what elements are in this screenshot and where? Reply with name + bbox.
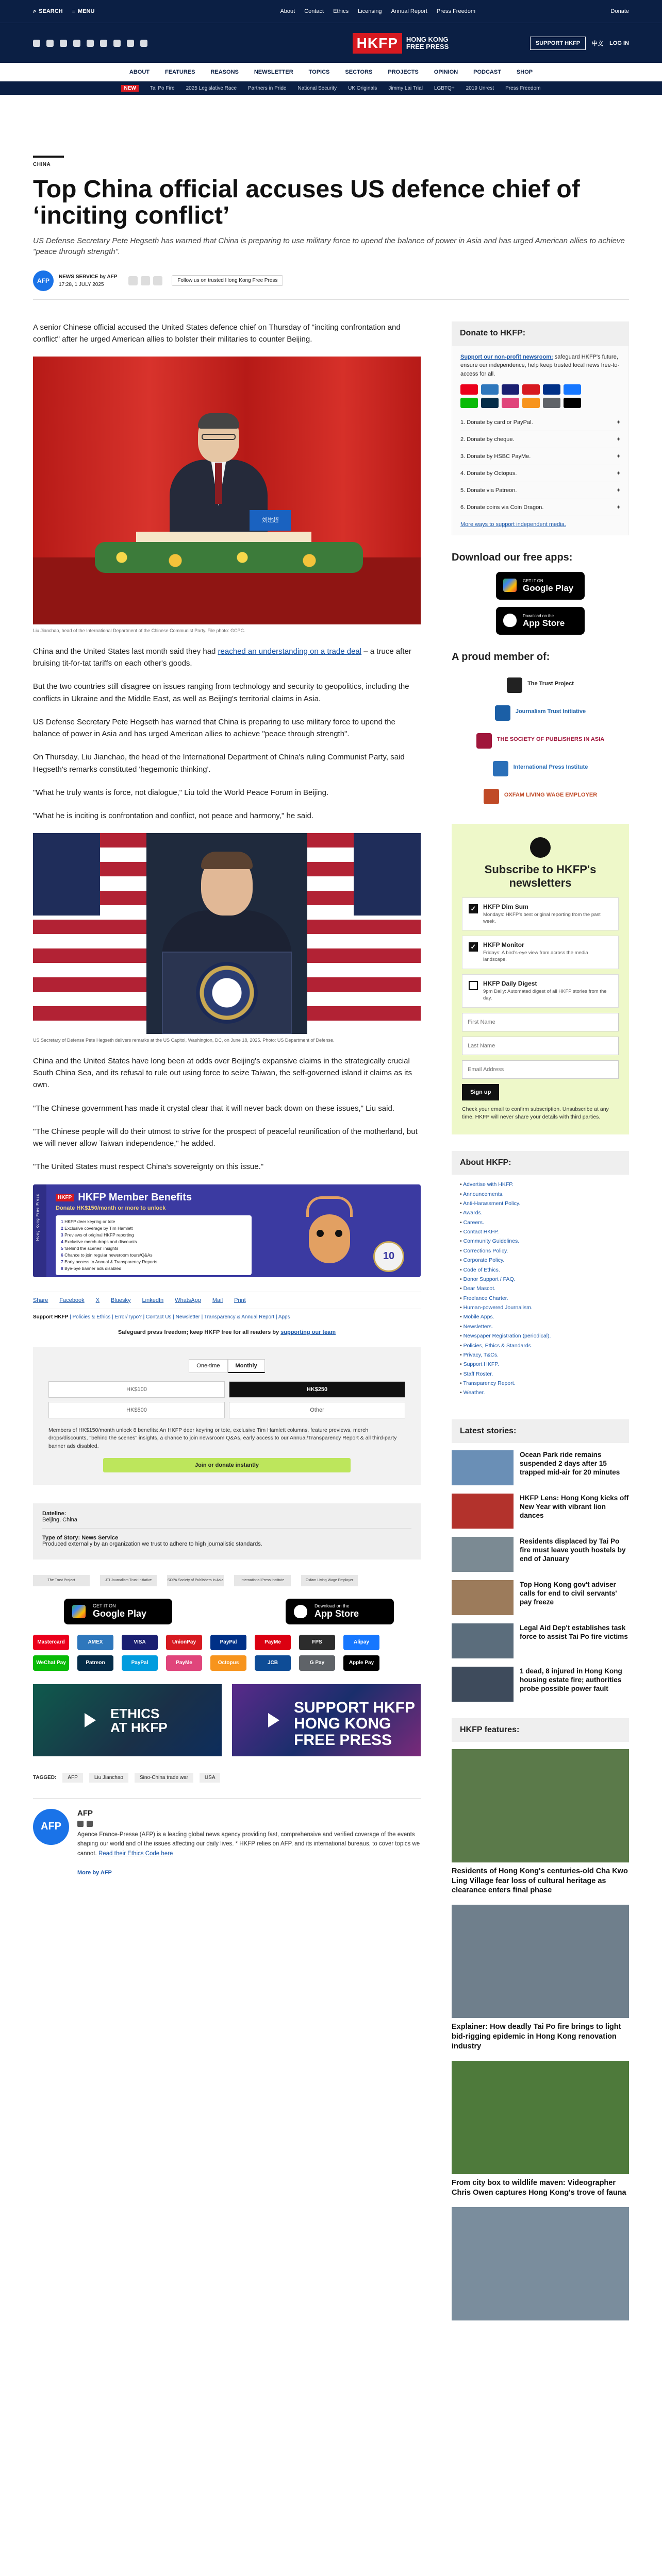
tag-chip[interactable]: USA [200, 1773, 221, 1783]
new-badge: NEW [121, 85, 138, 92]
byline-share [128, 276, 162, 285]
top-link-press-freedom[interactable]: Press Freedom [436, 8, 476, 14]
donate-option[interactable]: 1. Donate by card or PayPal. + [460, 414, 620, 431]
about-link[interactable]: • Transparency Report. [460, 1379, 621, 1388]
story-type-label: Type of Story: News Service [42, 1534, 119, 1541]
about-link[interactable]: • Code of Ethics. [460, 1265, 621, 1275]
anniversary-badge: 10 [373, 1241, 404, 1272]
x-icon[interactable] [87, 1821, 93, 1827]
x-share-icon[interactable] [141, 276, 150, 285]
divider [33, 299, 629, 300]
google-play-button[interactable]: GET IT ON Google Play [496, 572, 585, 600]
support-hkfp-link[interactable]: Support HKFP [33, 1314, 69, 1320]
trust-logo[interactable]: The Trust Project [33, 1575, 90, 1586]
more-ways-link[interactable]: More ways to support independent media. [460, 521, 566, 528]
trending-link[interactable]: Press Freedom [505, 85, 541, 91]
nav-item-reasons[interactable]: REASONS [210, 69, 239, 75]
article-category[interactable]: CHINA [33, 162, 51, 167]
feature-story[interactable] [452, 1905, 629, 2052]
mail-icon[interactable] [113, 40, 121, 47]
ethics-code-link[interactable]: Read their Ethics Code here [98, 1850, 173, 1857]
play-icon [268, 1713, 279, 1727]
trust-logo[interactable]: JTI Journalism Trust Initiative [100, 1575, 157, 1586]
newsletter-title: Subscribe to HKFP's newsletters [484, 863, 597, 889]
about-link[interactable]: • Corrections Policy. [460, 1246, 621, 1256]
author-avatar[interactable]: AFP [33, 1809, 69, 1845]
apple-pay-icon [564, 398, 581, 408]
payme-icon [502, 398, 519, 408]
latest-stories-section [452, 1419, 629, 1702]
photo-caption: US Secretary of Defense Pete Hegseth delivers remarks at the US Capitol, Washington, DC, on June 18, 2025. Photo: US Department of Defense. [33, 1038, 335, 1043]
support-hkfp-button[interactable]: SUPPORT HKFP [530, 37, 586, 50]
last-name-field[interactable] [462, 1037, 619, 1055]
amount-other[interactable]: Other [229, 1402, 405, 1418]
plus-icon: + [617, 419, 620, 426]
trending-link[interactable]: UK Originals [348, 85, 377, 91]
member-logo[interactable]: The Trust Project [452, 671, 629, 696]
main-nav [0, 63, 662, 81]
bell-icon [530, 837, 551, 858]
tag-list: TAGGED: AFP Liu Jianchao Sino-China trade war USA [33, 1773, 421, 1783]
top-utility-bar [0, 0, 662, 23]
google-news-follow-button[interactable]: Follow us on trusted Hong Kong Free Press [172, 275, 283, 286]
apple-icon [294, 1605, 307, 1618]
newsletter-signup [452, 824, 629, 1134]
member-logo[interactable]: International Press Institute [452, 755, 629, 779]
telegram-icon[interactable] [127, 40, 134, 47]
nav-item-opinion[interactable]: OPINION [434, 69, 458, 75]
instagram-icon[interactable] [60, 40, 67, 47]
list-item: 4 Exclusive merch drops and discounts [61, 1239, 137, 1244]
bluesky-icon[interactable] [140, 40, 147, 47]
about-link[interactable]: • Careers. [460, 1218, 621, 1227]
hamburger-icon: ≡ [72, 8, 76, 14]
story-headline[interactable]: Legal Aid Dep't establishes task force to assist Tai Po fire victims [520, 1623, 628, 1641]
latest-story[interactable] [452, 1667, 629, 1702]
feature-thumbnail[interactable] [452, 1905, 629, 2018]
list-item: 1 HKFP deer keyring or tote [61, 1218, 115, 1224]
alipay-icon [564, 384, 581, 395]
about-link[interactable]: • Community Guidelines. [460, 1236, 621, 1246]
footer-link[interactable]: Error/Typo? [114, 1314, 142, 1320]
list-item: 6 Chance to join regular newsroom tours/Q&As [61, 1252, 153, 1258]
trust-logo[interactable]: International Press Institute [234, 1575, 291, 1586]
payment-logo: FPS [299, 1635, 335, 1650]
story-headline[interactable]: HKFP Lens: Hong Kong kicks off New Year with vibrant lion dances [520, 1494, 629, 1520]
about-section [452, 1151, 629, 1403]
about-link[interactable]: • Awards. [460, 1208, 621, 1217]
feature-headline[interactable]: Residents of Hong Kong's centuries-old Cha Kwo Ling Village fear loss of cultural heritage as clearance enters final phase [452, 1867, 628, 1895]
amount-option[interactable]: HK$500 [48, 1402, 225, 1418]
author-box [33, 1798, 421, 1876]
tag-chip[interactable]: Sino-China trade war [135, 1773, 193, 1783]
donate-option[interactable]: 6. Donate coins via Coin Dragon. + [460, 499, 620, 516]
about-link[interactable]: • Anti-Harassment Policy. [460, 1199, 621, 1208]
checkbox-icon[interactable] [469, 981, 478, 990]
more-by-author-link[interactable]: More by AFP [77, 1870, 112, 1876]
payment-logo: VISA [122, 1635, 158, 1650]
paragraph: On Thursday, Liu Jianchao, the head of the International Department of China's ruling Communist Party, said Hegseth's remarks constituted 'hegemonic thinking'. [33, 753, 405, 774]
footer-link[interactable]: Policies & Ethics [72, 1314, 111, 1320]
story-thumbnail[interactable] [452, 1494, 514, 1529]
donate-option[interactable]: 4. Donate by Octopus. + [460, 465, 620, 482]
sidebar-heading: Donate to HKFP: [452, 321, 629, 345]
article-title: Top China official accuses US defence chief of ‘inciting conflict’ [33, 176, 580, 229]
newsletter-option[interactable]: ✓ HKFP Monitor Fridays: A bird's-eye view from across the media landscape. [462, 936, 619, 969]
sidebar-heading: HKFP features: [452, 1718, 629, 1742]
donate-option[interactable]: 5. Donate via Patreon. + [460, 482, 620, 499]
about-link[interactable]: • Freelance Charter. [460, 1294, 621, 1303]
share-bluesky[interactable]: Bluesky [111, 1297, 131, 1303]
story-headline[interactable]: Ocean Park ride remains suspended 2 days after 15 trapped mid-air for 20 minutes [520, 1450, 620, 1477]
benefits-list [56, 1215, 252, 1275]
author-name[interactable]: AFP [77, 1808, 93, 1818]
sidebar-heading: Download our free apps: [452, 552, 573, 564]
search-button[interactable]: ⌕ SEARCH [33, 8, 63, 14]
trust-logo[interactable]: Oxfam Living Wage Employer [301, 1575, 358, 1586]
top-link-licensing[interactable]: Licensing [358, 8, 382, 14]
donate-option[interactable]: 3. Donate by HSBC PayMe. + [460, 448, 620, 465]
payment-logo: Alipay [343, 1635, 379, 1650]
one-time-option[interactable]: One-time [189, 1359, 227, 1373]
donate-widget [33, 1347, 421, 1485]
payment-logo: Octopus [210, 1655, 246, 1671]
app-store-button[interactable]: Download on the App Store [496, 607, 585, 635]
story-thumbnail[interactable] [452, 1580, 514, 1615]
story-info-box [33, 1503, 421, 1560]
photo-hegseth[interactable] [33, 833, 421, 1034]
list-item: 3 Previews of original HKFP reporting [61, 1232, 134, 1238]
feature-thumbnail[interactable] [452, 2207, 629, 2320]
feature-story[interactable] [452, 2061, 629, 2198]
photo-liu-jianchao[interactable] [33, 357, 421, 624]
site-logo[interactable]: HKFP HONG KONG FREE PRESS [353, 33, 449, 54]
paragraph: "The Chinese government has made it crystal clear that it will never back down on these issues," Liu said. [33, 1104, 394, 1113]
linkedin-icon[interactable] [87, 40, 94, 47]
trending-link[interactable]: Tai Po Fire [150, 85, 175, 91]
share-mail[interactable]: Mail [212, 1297, 223, 1303]
payment-logo: PayPal [122, 1655, 158, 1671]
brand-bar [0, 23, 662, 63]
figure-liu-jianchao [33, 357, 421, 634]
facebook-icon[interactable] [33, 40, 40, 47]
support-newsroom-link[interactable]: Support our non-profit newsroom: [460, 353, 553, 360]
email-field[interactable] [462, 1060, 619, 1079]
donate-note: Members of HK$150/month unlock 8 benefits: An HKFP deer keyring or tote, exclusive Tim Hamlett columns, feature previews, merch drops/discounts, "behind the scenes" insights, a chance to join newsroom Q&As, early access to our Annual/Transparency Report & all third-party banner ads disabled. [48, 1427, 397, 1450]
payment-logo: Apple Pay [343, 1655, 379, 1671]
payment-logo: Mastercard [33, 1635, 69, 1650]
deer-mascot-icon [291, 1194, 368, 1271]
feature-story[interactable] [452, 2207, 629, 2320]
mastercard-icon [460, 384, 478, 395]
nav-item-shop[interactable]: SHOP [516, 69, 533, 75]
list-item: 5 'Behind the scenes' insights [61, 1245, 119, 1251]
footer-link[interactable]: Transparency & Annual Report [204, 1314, 275, 1320]
paragraph: A senior Chinese official accused the United States defence chief on Thursday of "inciting confrontation and conflict" after he urged American allies to bolster their militaries to counter Beijing. [33, 323, 401, 344]
story-type-desc: Produced externally by an organization we trust to adhere to high journalistic standards. [42, 1540, 262, 1547]
about-link[interactable]: • Privacy, T&Cs. [460, 1350, 621, 1360]
amount-option[interactable]: HK$100 [48, 1381, 225, 1398]
google-pay-icon [543, 398, 560, 408]
checkbox-checked-icon[interactable]: ✓ [469, 904, 478, 913]
story-headline[interactable]: 1 dead, 8 injured in Hong Kong housing estate fire; authorities probe possible power fault [520, 1667, 622, 1693]
first-name-field[interactable] [462, 1013, 619, 1031]
features-section [452, 1718, 629, 2320]
sidebar-heading: About HKFP: [452, 1151, 629, 1175]
paragraph: China and the United States have long been at odds over Beijing's expansive claims in the strategically crucial South China Sea, and its refusal to rule out using force to seize Taiwan, the self-governed island it claims as its own. [33, 1056, 412, 1090]
feature-thumbnail[interactable] [452, 2061, 629, 2174]
apps-section [452, 552, 629, 635]
newsletter-note: Check your email to confirm subscription. Unsubscribe at any time. HKFP will never share your details with third parties. [462, 1106, 609, 1120]
amex-icon [481, 384, 499, 395]
about-link[interactable]: • Announcements. [460, 1190, 621, 1199]
card-logos [460, 384, 620, 408]
byline [33, 270, 629, 291]
publish-date: 17:28, 1 JULY 2025 [59, 281, 104, 287]
payment-logo: PayMe [166, 1655, 202, 1671]
nav-item-features[interactable]: FEATURES [164, 69, 195, 75]
plus-icon: + [617, 504, 620, 511]
social-links [33, 40, 147, 47]
plus-icon: + [617, 436, 620, 443]
menu-button[interactable]: ≡ MENU [72, 8, 95, 14]
amount-grid [48, 1381, 405, 1418]
about-link[interactable]: • Dear Mascot. [460, 1284, 621, 1293]
feature-headline[interactable]: From city box to wildlife maven: Videographer Chris Owen captures Hong Kong's trove of fauna [452, 2178, 626, 2197]
google-play-icon [72, 1605, 86, 1618]
paragraph: US Defense Secretary Pete Hegseth has warned that China is preparing to use military force to upend the balance of power in Asia and has urged American allies to achieve "peace through strength". [33, 717, 395, 739]
donate-option[interactable]: 2. Donate by cheque. + [460, 431, 620, 448]
sign-up-button[interactable]: Sign up [462, 1084, 499, 1100]
top-donate-link[interactable]: Donate [610, 8, 629, 14]
language-toggle[interactable]: 中文 [592, 40, 604, 47]
story-thumbnail[interactable] [452, 1667, 514, 1702]
nav-item-podcast[interactable]: PODCAST [473, 69, 501, 75]
amount-option-selected[interactable]: HK$250 [229, 1381, 405, 1398]
plus-icon: + [617, 453, 620, 460]
dateline-label: Dateline: [42, 1510, 67, 1517]
payment-logo: JCB [255, 1655, 291, 1671]
story-headline[interactable]: Top Hong Kong gov't adviser calls for end to civil servants' pay freeze [520, 1580, 617, 1606]
promo-banners [33, 1684, 421, 1756]
payment-logo: PayPal [210, 1635, 246, 1650]
share-facebook[interactable]: Facebook [59, 1297, 85, 1303]
frequency-toggle [48, 1359, 405, 1373]
about-link[interactable]: • Staff Roster. [460, 1369, 621, 1379]
sidebar-heading: A proud member of: [452, 651, 550, 663]
about-link[interactable]: • Newspaper Registration (periodical). [460, 1331, 621, 1341]
latest-story[interactable] [452, 1623, 629, 1658]
ethics-video-promo[interactable]: ETHICS AT HKFP [33, 1684, 222, 1756]
list-item: 2 Exclusive coverage by Tim Hamlett [61, 1225, 133, 1231]
trust-logos [33, 1575, 421, 1586]
paragraph: "What he is inciting is confrontation and conflict, not peace and harmony," he said. [33, 811, 314, 821]
payment-logo: WeChat Pay [33, 1655, 69, 1671]
sidebar-heading: Latest stories: [452, 1419, 629, 1443]
x-icon[interactable] [46, 40, 54, 47]
article-dek: US Defense Secretary Pete Hegseth has warned that China is preparing to use military force to upend the balance of power in Asia and has urged American allies to achieve "peace through strength". [33, 236, 625, 256]
paragraph: "The United States must respect China's sovereignty on this issue." [33, 1162, 264, 1172]
latest-story[interactable] [452, 1494, 629, 1529]
plus-icon: + [617, 470, 620, 477]
nav-item-projects[interactable]: PROJECTS [388, 69, 419, 75]
trending-link[interactable]: 2019 Unrest [466, 85, 494, 91]
latest-story[interactable] [452, 1580, 629, 1615]
about-link[interactable]: • Contact HKFP. [460, 1227, 621, 1236]
trending-link[interactable]: National Security [297, 85, 337, 91]
latest-story[interactable] [452, 1450, 629, 1485]
author-avatar[interactable]: AFP [33, 270, 54, 291]
paragraph: "The Chinese people will do their utmost to strive for the prospect of peaceful reunification of the motherland, but we will never allow Taiwan independence," he added. [33, 1127, 418, 1148]
apple-icon [503, 614, 517, 627]
join-donate-button[interactable]: Join or donate instantly [103, 1458, 351, 1472]
payment-logo: AMEX [77, 1635, 113, 1650]
nav-item-about[interactable]: ABOUT [129, 69, 150, 75]
about-link[interactable]: • Newsletters. [460, 1322, 621, 1331]
story-thumbnail[interactable] [452, 1623, 514, 1658]
member-logo[interactable]: Journalism Trust Initiative [452, 699, 629, 724]
footer-link[interactable]: Newsletter [175, 1314, 200, 1320]
about-link[interactable]: • Human-powered Journalism. [460, 1303, 621, 1312]
trending-nav [0, 81, 662, 95]
share-label: Share [33, 1297, 48, 1303]
trust-logo[interactable]: SOPA Society of Publishers in Asia [167, 1575, 224, 1586]
trending-link[interactable]: Jimmy Lai Trial [388, 85, 423, 91]
nav-item-sectors[interactable]: SECTORS [345, 69, 373, 75]
visa-icon [502, 384, 519, 395]
tag-chip[interactable]: Liu Jianchao [89, 1773, 128, 1783]
latest-story[interactable] [452, 1537, 629, 1572]
story-thumbnail[interactable] [452, 1537, 514, 1572]
seal-icon [196, 962, 258, 1024]
story-headline[interactable]: Residents displaced by Tai Po fire must leave youth hostels by end of January [520, 1537, 626, 1563]
paragraph: But the two countries still disagree on issues ranging from technology and security to geopolitics, including the conflicts in Ukraine and the Middle East, as well as Beijing's territorial claims in Asia. [33, 682, 409, 703]
member-benefits-banner[interactable]: Hong Kong Free Press HKFP HKFP Member Benefits Donate HK$150/month or more to unlock 1 HKFP deer keyring or tote 2 Exclusive coverage by Tim Hamlett 3 Previews of original HKFP reporting 4 Exclusive merch drops and discounts 5 'Behind the scenes' insights 6 Chance to join regular newsroom tours/Q&As 7 Early access to Annual & Transparency Reports 8 Bye-bye banner ads disabled 10 [33, 1184, 421, 1277]
play-icon [85, 1713, 96, 1727]
payment-logo: PayMe [255, 1635, 291, 1650]
whatsapp-share-icon[interactable] [153, 276, 162, 285]
payment-logo: UnionPay [166, 1635, 202, 1650]
monthly-option[interactable]: Monthly [228, 1359, 265, 1373]
member-logo[interactable]: OXFAM LIVING WAGE EMPLOYER [452, 783, 629, 807]
newsletter-option[interactable]: ✓ HKFP Dim Sum Mondays: HKFP's best original reporting from the past week. [462, 897, 619, 931]
list-item: 8 Bye-bye banner ads disabled [61, 1265, 122, 1271]
about-link[interactable]: • Corporate Policy. [460, 1256, 621, 1265]
facebook-share-icon[interactable] [128, 276, 138, 285]
newsletter-option[interactable]: HKFP Daily Digest 9pm Daily: Automated digest of all HKFP stories from the day. [462, 974, 619, 1008]
support-team-link[interactable]: supporting our team [280, 1329, 336, 1335]
login-link[interactable]: LOG IN [609, 40, 629, 46]
membership-section [452, 651, 629, 807]
threads-icon[interactable] [73, 40, 80, 47]
top-link-about[interactable]: About [280, 8, 295, 14]
checkbox-checked-icon[interactable]: ✓ [469, 942, 478, 952]
payment-logo: Patreon [77, 1655, 113, 1671]
footer-link[interactable]: Apps [278, 1314, 290, 1320]
share-bar [33, 1292, 421, 1309]
story-thumbnail[interactable] [452, 1450, 514, 1485]
top-link-annual-report[interactable]: Annual Report [391, 8, 427, 14]
tag-chip[interactable]: AFP [62, 1773, 82, 1783]
feature-thumbnail[interactable] [452, 1749, 629, 1862]
share-linkedin[interactable]: LinkedIn [142, 1297, 164, 1303]
dateline-value: Beijing, China [42, 1517, 411, 1529]
share-print[interactable]: Print [234, 1297, 246, 1303]
top-link-contact[interactable]: Contact [304, 8, 324, 14]
photo-caption: Liu Jianchao, head of the International Department of the Chinese Communist Party. File photo: GCPC. [33, 628, 245, 634]
nav-item-newsletter[interactable]: NEWSLETTER [254, 69, 293, 75]
patreon-icon [481, 398, 499, 408]
octopus-icon [522, 398, 540, 408]
feature-story[interactable] [452, 1749, 629, 1896]
unionpay-icon [522, 384, 540, 395]
author-bio: Agence France-Presse (AFP) is a leading global news agency providing fast, comprehensive and verified coverage of the events shaping our world and of the issues affecting our daily lives. * HKFP relies on AFP, and its international bureaus, to cover topics we cannot. Read their Ethics Code here [77, 1831, 420, 1857]
top-link-ethics[interactable]: Ethics [333, 8, 349, 14]
google-play-button[interactable]: GET IT ON Google Play [64, 1599, 172, 1624]
member-logo[interactable]: THE SOCIETY OF PUBLISHERS IN ASIA [452, 727, 629, 752]
author-line[interactable]: NEWS SERVICE by AFP [59, 274, 118, 280]
youtube-icon[interactable] [100, 40, 107, 47]
paypal-icon [543, 384, 560, 395]
article-footer-links: Support HKFP | Policies & Ethics | Error/Typo? | Contact Us | Newsletter | Transparency & Annual Report | Apps [33, 1314, 290, 1320]
payment-logo: G Pay [299, 1655, 335, 1671]
wechat-pay-icon [460, 398, 478, 408]
donate-lead: Support our non-profit newsroom: safeguard HKFP's future, ensure our independence, help keep trusted local news free-to-access for all. [460, 353, 620, 377]
paragraph: "What he truly wants is force, not dialogue," Liu told the World Peace Forum in Beijing. [33, 788, 329, 797]
donate-section [452, 321, 629, 536]
google-play-icon [503, 579, 517, 592]
nameplate: 刘建超 [250, 510, 291, 531]
feature-headline[interactable]: Explainer: How deadly Tai Po fire brings to light bid-rigging epidemic in Hong Kong renovation industry [452, 2023, 621, 2050]
about-link[interactable]: • Policies, Ethics & Standards. [460, 1341, 621, 1350]
about-link[interactable]: • Support HKFP. [460, 1360, 621, 1369]
list-item: 7 Early access to Annual & Transparency Reports [61, 1259, 158, 1264]
share-whatsapp[interactable]: WhatsApp [175, 1297, 201, 1303]
about-link[interactable]: • Advertise with HKFP. [460, 1180, 621, 1189]
plus-icon: + [617, 487, 620, 494]
about-link[interactable]: • Donor Support / FAQ. [460, 1275, 621, 1284]
payment-methods [33, 1635, 421, 1671]
nav-item-topics[interactable]: TOPICS [308, 69, 330, 75]
about-link[interactable]: • Mobile Apps. [460, 1312, 621, 1321]
support-video-promo[interactable]: SUPPORT HKFP HONG KONG FREE PRESS [232, 1684, 421, 1756]
footer-link[interactable]: Contact Us [145, 1314, 172, 1320]
about-link[interactable]: • Weather. [460, 1388, 621, 1397]
app-store-button[interactable]: Download on the App Store [286, 1599, 394, 1624]
trending-link[interactable]: 2025 Legislative Race [186, 85, 237, 91]
trending-link[interactable]: LGBTQ+ [434, 85, 455, 91]
app-buttons [33, 1599, 421, 1624]
share-x[interactable]: X [95, 1297, 100, 1303]
trade-deal-link[interactable]: reached an understanding on a trade deal [218, 647, 362, 656]
kicker-rule [33, 156, 64, 158]
search-icon: ⌕ [33, 8, 37, 14]
paragraph: China and the United States last month said they had reached an understanding on a trade deal – a truce after bruising tit-for-tat tariffs on each other's goods. [33, 647, 411, 668]
facebook-icon[interactable] [77, 1821, 84, 1827]
safeguard-note: Safeguard press freedom; keep HKFP free for all readers by supporting our team [118, 1329, 336, 1335]
trending-link[interactable]: Partners in Pride [248, 85, 287, 91]
figure-hegseth [33, 833, 421, 1044]
article-body [33, 321, 421, 2337]
sidebar [452, 321, 629, 2337]
